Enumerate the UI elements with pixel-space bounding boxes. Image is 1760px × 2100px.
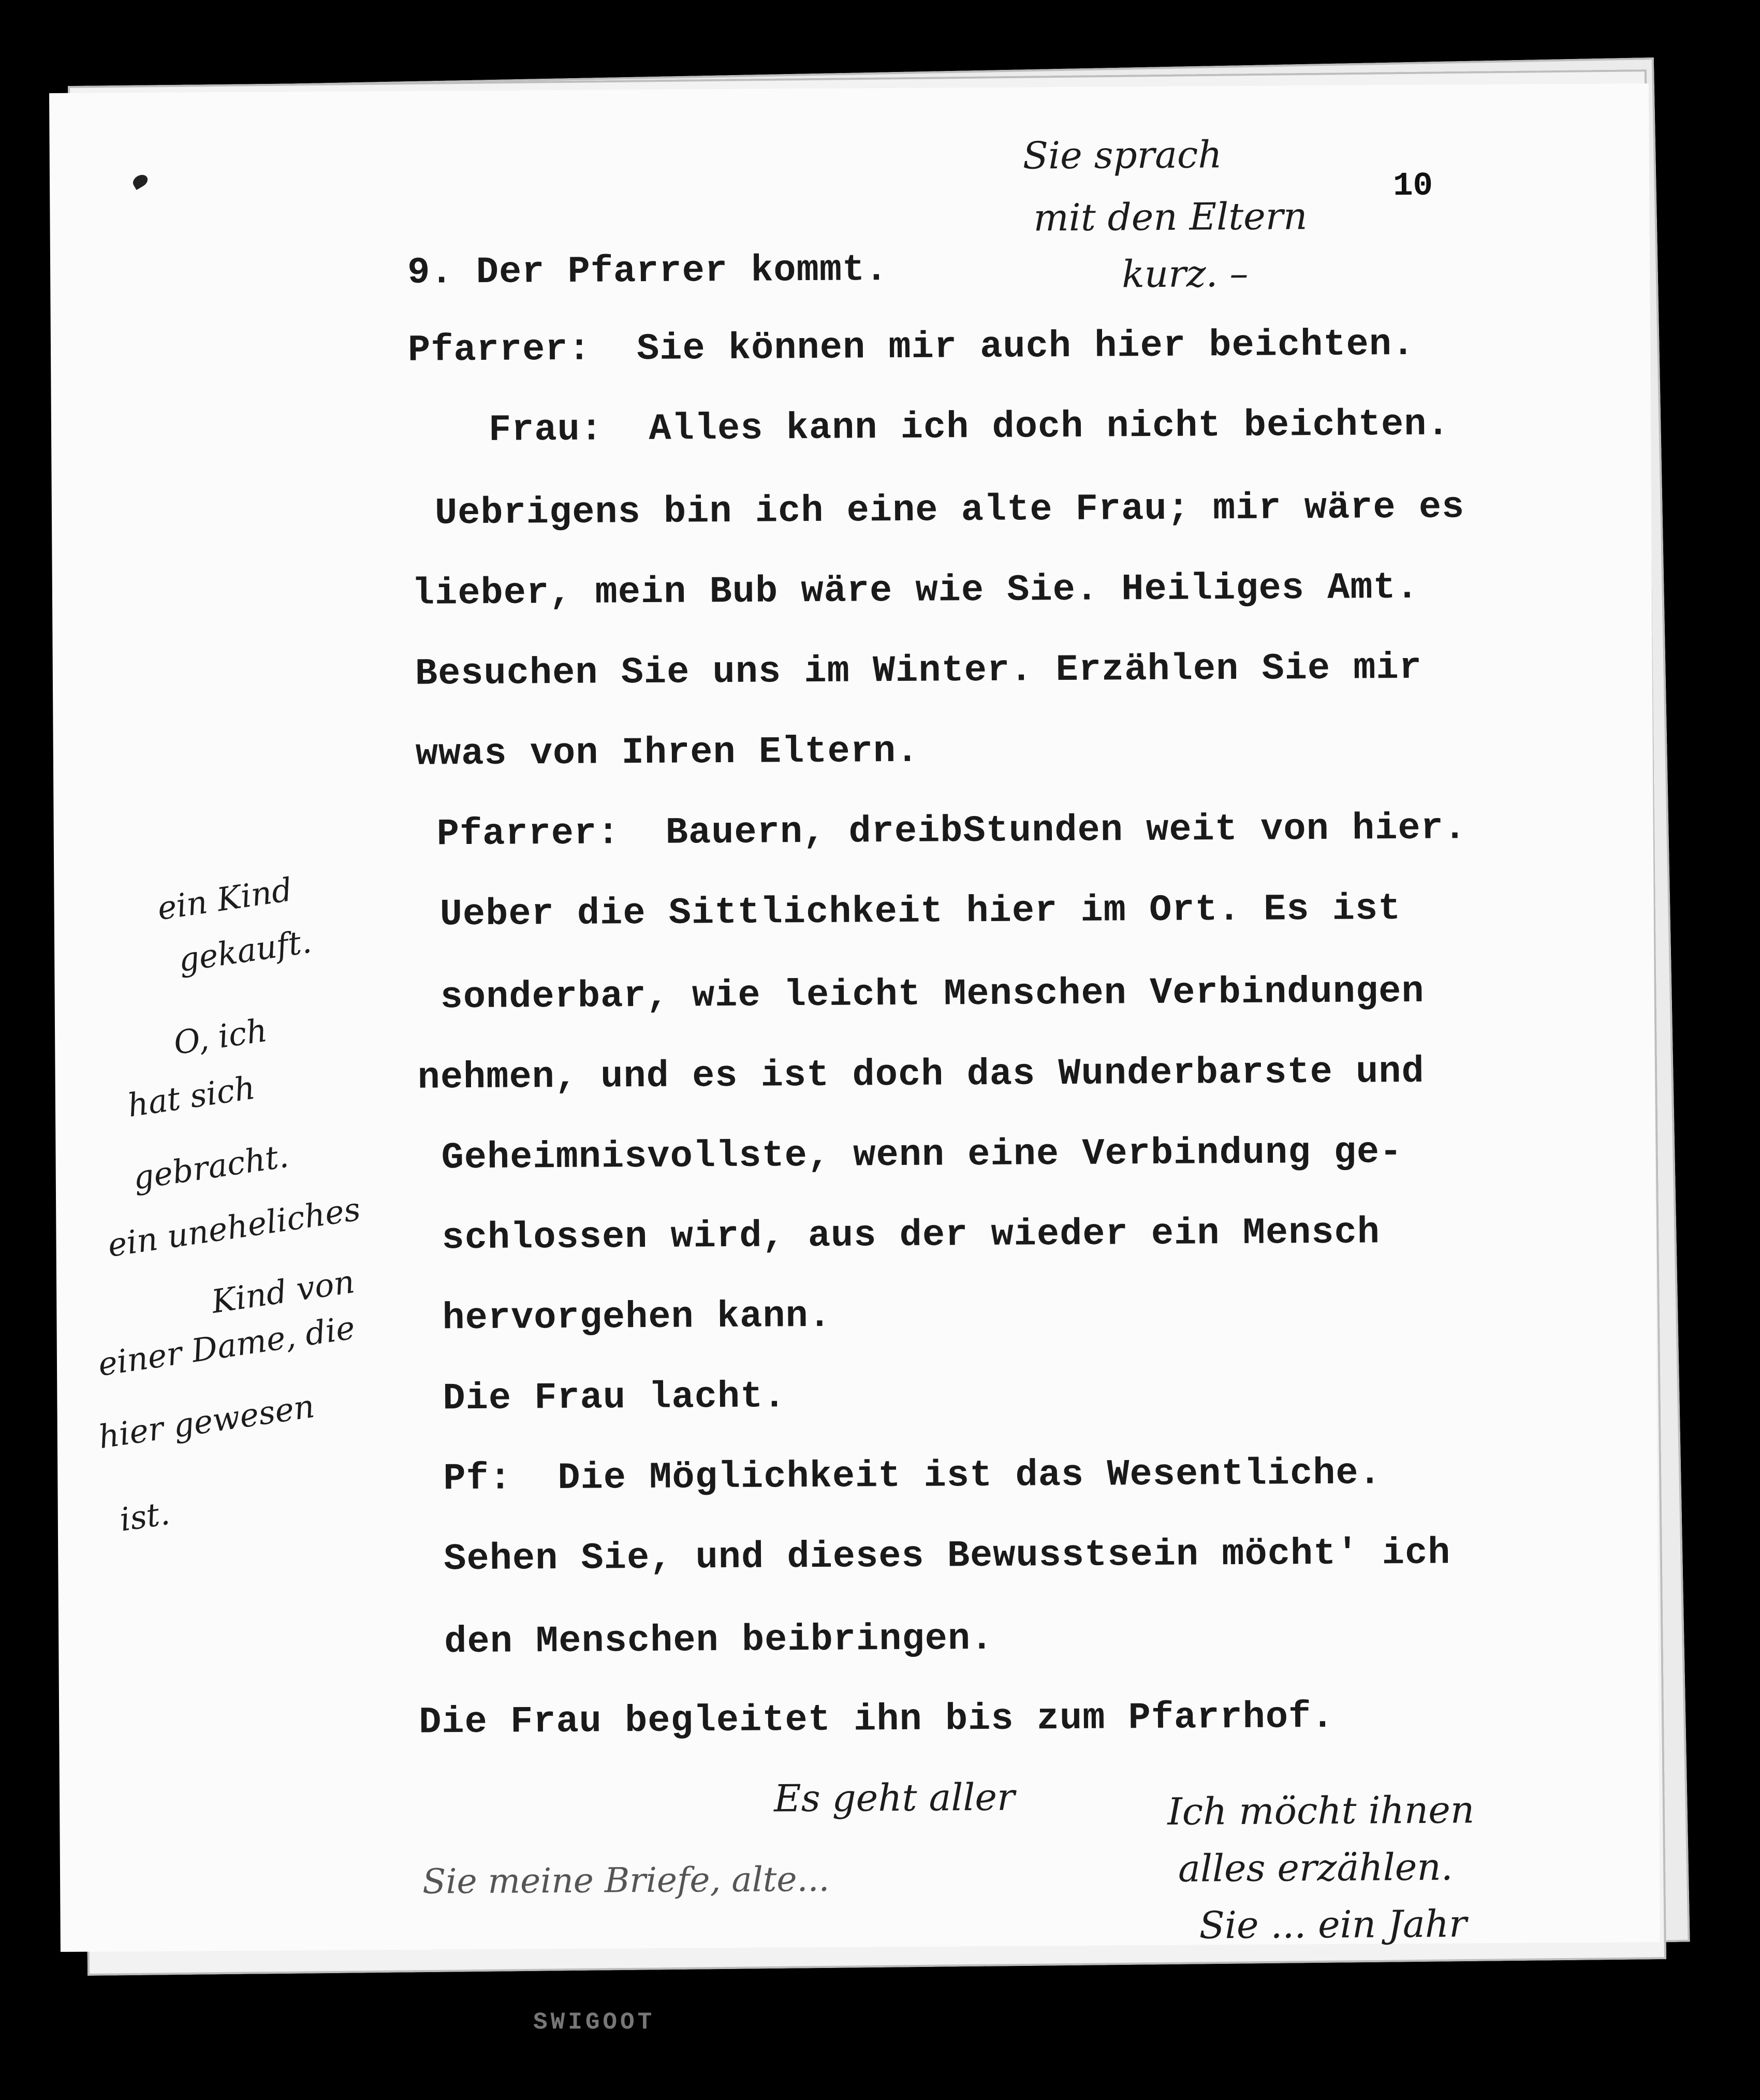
handwritten-margin-line: gekauft. bbox=[175, 922, 314, 980]
handwritten-margin-line: gebracht. bbox=[130, 1136, 291, 1197]
handwritten-margin-line: einer Dame, die bbox=[95, 1308, 358, 1384]
handwritten-margin-line: hat sich bbox=[125, 1068, 258, 1125]
handwritten-margin-line: ein uneheliches bbox=[105, 1190, 363, 1264]
page-number: 10 bbox=[1392, 167, 1433, 206]
typed-line: schlossen wird, aus der wieder ein Mensch bbox=[442, 1211, 1381, 1260]
handwritten-margin-line: ist. bbox=[117, 1494, 172, 1539]
handwritten-margin-line: ein Kind bbox=[155, 870, 295, 928]
typed-line: Besuchen Sie uns im Winter. Erzählen Sie mir bbox=[415, 646, 1422, 695]
handwritten-margin-line: O, ich bbox=[171, 1011, 270, 1062]
next-page-edge-text: SWIGOOT bbox=[533, 2009, 655, 2036]
handwritten-bottom-right-line: Sie ... ein Jahr bbox=[1199, 1902, 1467, 1947]
typed-line: Pf: Die Möglichkeit ist das Wesentliche. bbox=[443, 1452, 1382, 1500]
typed-line: Die Frau begleitet ihn bis zum Pfarrhof. bbox=[418, 1695, 1334, 1744]
handwritten-bottom-right-line: Ich möcht ihnen bbox=[1167, 1788, 1475, 1833]
typed-line: Uebrigens bin ich eine alte Frau; mir wäre es bbox=[434, 486, 1465, 535]
handwritten-bottom-line: Sie meine Briefe, alte... bbox=[422, 1859, 830, 1902]
ink-mark bbox=[131, 172, 150, 190]
handwritten-bottom-line: Es geht aller bbox=[773, 1775, 1015, 1820]
typed-line: sonderbar, wie leicht Menschen Verbindungen bbox=[440, 970, 1425, 1019]
typed-line: den Menschen beibringen. bbox=[444, 1617, 994, 1664]
typed-line: lieber, mein Bub wäre wie Sie. Heiliges Amt. bbox=[412, 566, 1419, 615]
typed-line: Frau: Alles kann ich doch nicht beichten. bbox=[488, 403, 1450, 451]
handwritten-note-top-line: kurz. – bbox=[1121, 251, 1249, 296]
typescript-page bbox=[49, 83, 1660, 1952]
handwritten-note-top-line: Sie sprach bbox=[1022, 133, 1222, 178]
handwritten-margin-line: Kind von bbox=[209, 1262, 357, 1321]
typed-line: Ueber die Sittlichkeit hier im Ort. Es ist bbox=[439, 887, 1401, 936]
typed-line: wwas von Ihren Eltern. bbox=[415, 730, 919, 776]
typed-line: hervorgehen kann. bbox=[442, 1294, 832, 1340]
typed-line: Geheimnisvollste, wenn eine Verbindung ge- bbox=[441, 1131, 1403, 1179]
typed-line: Pfarrer: Sie können mir auch hier beichten. bbox=[407, 323, 1415, 372]
handwritten-margin-line: hier gewesen bbox=[96, 1387, 317, 1456]
typed-line: Pfarrer: Bauern, dreibStunden weit von hier. bbox=[436, 807, 1467, 856]
typed-line: Die Frau lacht. bbox=[443, 1375, 786, 1420]
handwritten-note-top-line: mit den Eltern bbox=[1033, 194, 1308, 240]
scene-heading: 9. Der Pfarrer kommt. bbox=[407, 249, 888, 294]
typed-line: nehmen, und es ist doch das Wunderbarste und bbox=[417, 1050, 1425, 1099]
handwritten-bottom-right-line: alles erzählen. bbox=[1178, 1845, 1453, 1890]
typed-line: Sehen Sie, und dieses Bewusstsein möcht' ich bbox=[444, 1532, 1451, 1581]
